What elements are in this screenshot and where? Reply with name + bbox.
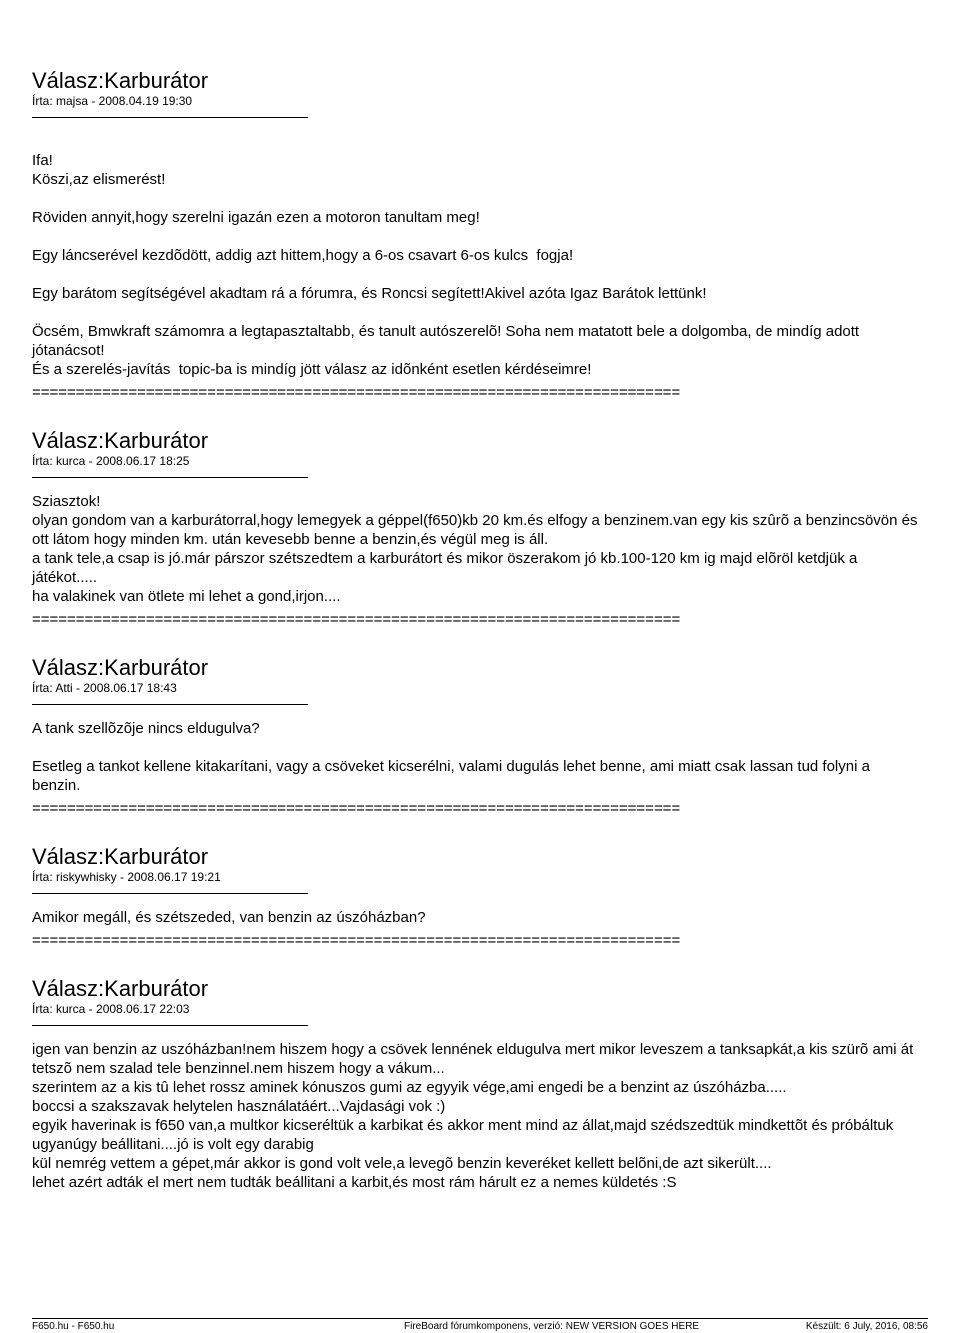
post-text-line: lehet azért adták el mert nem tudták beállitani a karbit,és most rám hárult ez a nemes küldetés :S [32,1174,677,1191]
page-footer [32,1318,928,1332]
post-title: Válasz:Karburátor [32,655,209,680]
post-text-line: Esetleg a tankot kellene kitakarítani, vagy a csöveket kicserélni, valami dugulás lehet benne, ami miatt csak lassan tud folyni a benzin. [32,758,875,794]
post-text-line: Ifa! [32,152,53,169]
post-text-line: szerintem az a kis tû lehet rossz aminek kónuszos gumi az egyyik vége,ami engedi be a benzint az úszóházba..... [32,1079,787,1096]
post-author-date: Írta: kurca - 2008.06.17 22:03 [32,1002,190,1016]
post-text-line: ha valakinek van ötlete mi lehet a gond,irjon.... [32,588,341,605]
post-separator: ========================================================================== [32,932,681,949]
post-body [32,908,922,927]
post-text-line: a tank tele,a csap is jó.már párszor szétszedtem a karburátort és mikor öszerakom jó kb.100-120 km ig majd elõröl ketdjük a játékot..... [32,550,862,586]
post-title: Válasz:Karburátor [32,844,209,869]
post-divider [32,893,308,894]
post-separator: ========================================================================== [32,384,681,401]
footer-site: F650.hu - F650.hu [32,1321,115,1332]
post-divider [32,704,308,705]
forum-post [32,428,922,606]
post-text-line: Öcsém, Bmwkraft számomra a legtapasztaltabb, és tanult autószerelõ! Soha nem matatott bele a dolgomba, de mindíg adott jótanácsot! [32,323,864,359]
forum-post [32,655,922,795]
blank-line [32,738,922,757]
post-title: Válasz:Karburátor [32,976,209,1001]
post-text-line: Sziasztok! [32,493,101,510]
post-text-line: boccsi a szakszavak helytelen használatáért...Vajdasági vok :) [32,1098,446,1115]
post-text-line: Köszi,az elismerést! [32,171,166,188]
footer-engine: FireBoard fórumkomponens, verzió: NEW VERSION GOES HERE [404,1321,700,1332]
blank-line [32,189,922,208]
post-text-line: Röviden annyit,hogy szerelni igazán ezen a motoron tanultam meg! [32,209,480,226]
blank-line [32,303,922,322]
post-text-line: Egy láncserével kezdõdött, addig azt hittem,hogy a 6-os csavart 6-os kulcs fogja! [32,247,574,264]
post-divider [32,1025,308,1026]
footer-generated: Készült: 6 July, 2016, 08:56 [805,1321,928,1332]
post-author-date: Írta: kurca - 2008.06.17 18:25 [32,454,190,468]
post-divider [32,117,308,118]
blank-line [32,227,922,246]
post-separator: ========================================================================== [32,800,681,817]
post-title: Válasz:Karburátor [32,68,209,93]
forum-thread [32,68,922,1192]
post-text-line: A tank szellõzõje nincs eldugulva? [32,720,260,737]
post-text-line: olyan gondom van a karburátorral,hogy lemegyek a géppel(f650)kb 20 km.és elfogy a benzinem.van egy kis szûrõ a benzincsövön és ott látom hogy minden km. után kevesebb benne a benzin,és végül meg is áll. [32,512,922,548]
post-text-line: egyik haverinak is f650 van,a multkor kicseréltük a karbikat és akkor ment mind az állat,majd szédszedtük mindkettõt és próbáltuk ugyanúgy beállitani....jó is volt egy darabig [32,1117,898,1153]
post-author-date: Írta: majsa - 2008.04.19 19:30 [32,94,193,108]
forum-post [32,68,922,379]
post-text-line: kül nemrég vettem a gépet,már akkor is gond volt vele,a levegõ benzin keveréket kellett belõni,de azt sikerült.... [32,1155,772,1172]
post-author-date: Írta: Atti - 2008.06.17 18:43 [32,681,177,695]
post-divider [32,477,308,478]
post-body [32,719,922,795]
post-author-date: Írta: riskywhisky - 2008.06.17 19:21 [32,870,221,884]
post-body [32,1040,922,1192]
post-text-line: És a szerelés-javítás topic-ba is mindíg jött válasz az idõnként esetlen kérdéseimre! [32,361,592,378]
post-body [32,132,922,379]
forum-post [32,844,922,927]
blank-line [32,132,922,151]
post-separator: ========================================================================== [32,611,681,628]
post-body [32,492,922,606]
post-title: Válasz:Karburátor [32,428,209,453]
post-text-line: igen van benzin az uszóházban!nem hiszem hogy a csövek lennének eldugulva mert mikor leveszem a tanksapkát,a kis szürõ ami át tetszõ nem szalad tele benzinnel.nem hiszem hogy a vákum... [32,1041,918,1077]
blank-line [32,265,922,284]
post-text-line: Egy barátom segítségével akadtam rá a fórumra, és Roncsi segített!Akivel azóta Igaz Barátok lettünk! [32,285,707,302]
forum-post [32,976,922,1192]
post-text-line: Amikor megáll, és szétszeded, van benzin az úszóházban? [32,909,426,926]
